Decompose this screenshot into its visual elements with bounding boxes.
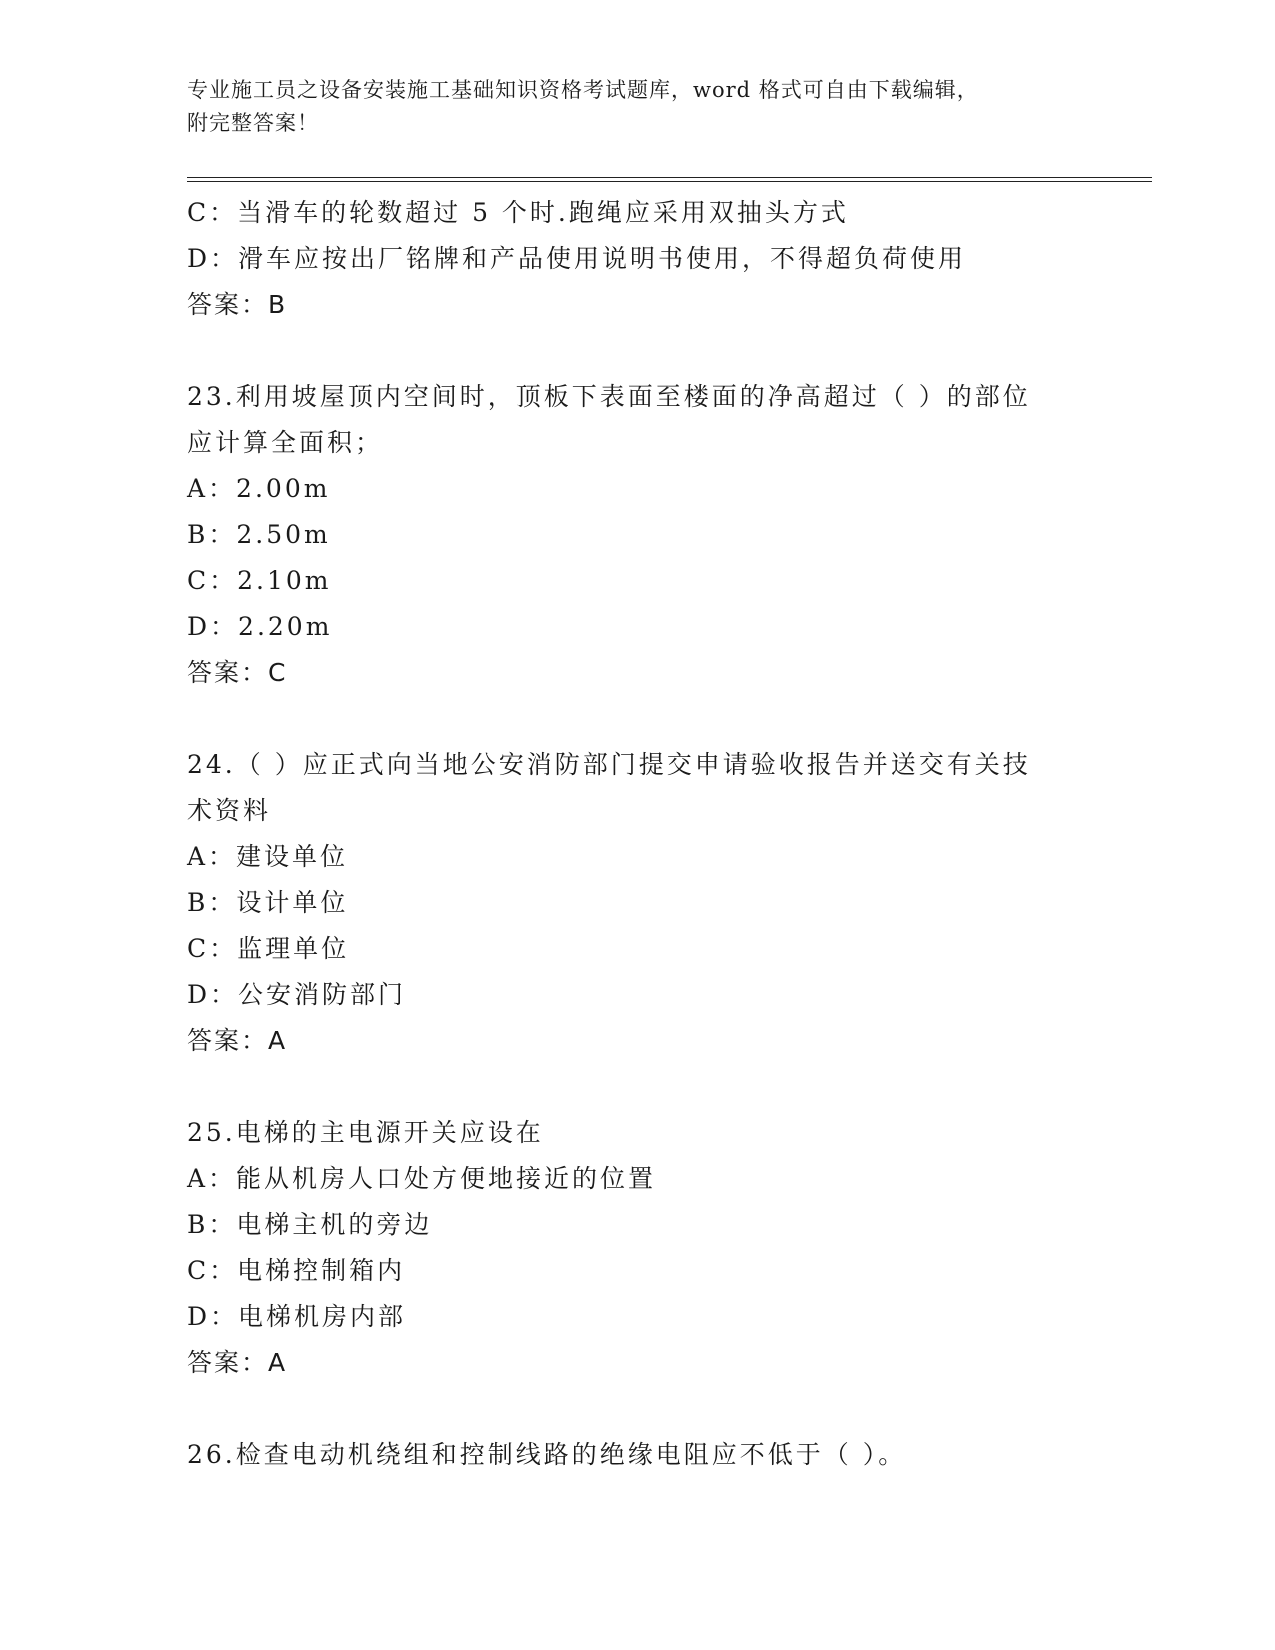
question-24 xyxy=(187,742,1087,1064)
question-content xyxy=(187,190,1087,1478)
question-stem: 23.利用坡屋顶内空间时，顶板下表面至楼面的净高超过（ ）的部位 xyxy=(187,382,1031,411)
question-stem: 26.检查电动机绕组和控制线路的绝缘电阻应不低于（ ）。 xyxy=(187,1440,907,1469)
question-stem: 24.（ ）应正式向当地公安消防部门提交申请验收报告并送交有关技 xyxy=(187,750,1031,779)
option-c: C：监理单位 xyxy=(187,934,350,963)
option-b: B：2.50m xyxy=(187,520,331,549)
answer-line: 答案：A xyxy=(187,1026,288,1055)
option-d: D：2.20m xyxy=(187,612,333,641)
option-d: D：公安消防部门 xyxy=(187,980,407,1009)
question-25 xyxy=(187,1110,1087,1386)
option-d: D：滑车应按出厂铭牌和产品使用说明书使用，不得超负荷使用 xyxy=(187,244,967,273)
answer-line: 答案：B xyxy=(187,290,288,319)
option-a: A：建设单位 xyxy=(187,842,349,871)
option-a: A：能从机房人口处方便地接近的位置 xyxy=(187,1164,657,1193)
answer-line: 答案：A xyxy=(187,1348,288,1377)
question-26 xyxy=(187,1432,1087,1478)
spacer xyxy=(187,1064,1087,1110)
option-c: C：当滑车的轮数超过 5 个时.跑绳应采用双抽头方式 xyxy=(187,198,849,227)
option-b: B：电梯主机的旁边 xyxy=(187,1210,433,1239)
question-stem: 25.电梯的主电源开关应设在 xyxy=(187,1118,544,1147)
option-d: D：电梯机房内部 xyxy=(187,1302,407,1331)
spacer xyxy=(187,328,1087,374)
option-c: C：2.10m xyxy=(187,566,332,595)
question-stem-cont: 应计算全面积； xyxy=(187,428,384,457)
option-c: C：电梯控制箱内 xyxy=(187,1256,406,1285)
header-line-2: 附完整答案！ xyxy=(187,111,319,135)
question-23 xyxy=(187,374,1087,696)
spacer xyxy=(187,1386,1087,1432)
header-line-1: 专业施工员之设备安装施工基础知识资格考试题库，word 格式可自由下载编辑， xyxy=(187,78,979,102)
option-a: A：2.00m xyxy=(187,474,331,503)
spacer xyxy=(187,696,1087,742)
answer-line: 答案：C xyxy=(187,658,288,687)
question-stem-cont: 术资料 xyxy=(187,796,272,825)
header-double-rule xyxy=(187,177,1152,182)
prev-question xyxy=(187,190,1087,328)
option-b: B：设计单位 xyxy=(187,888,349,917)
page-header xyxy=(187,74,1087,140)
